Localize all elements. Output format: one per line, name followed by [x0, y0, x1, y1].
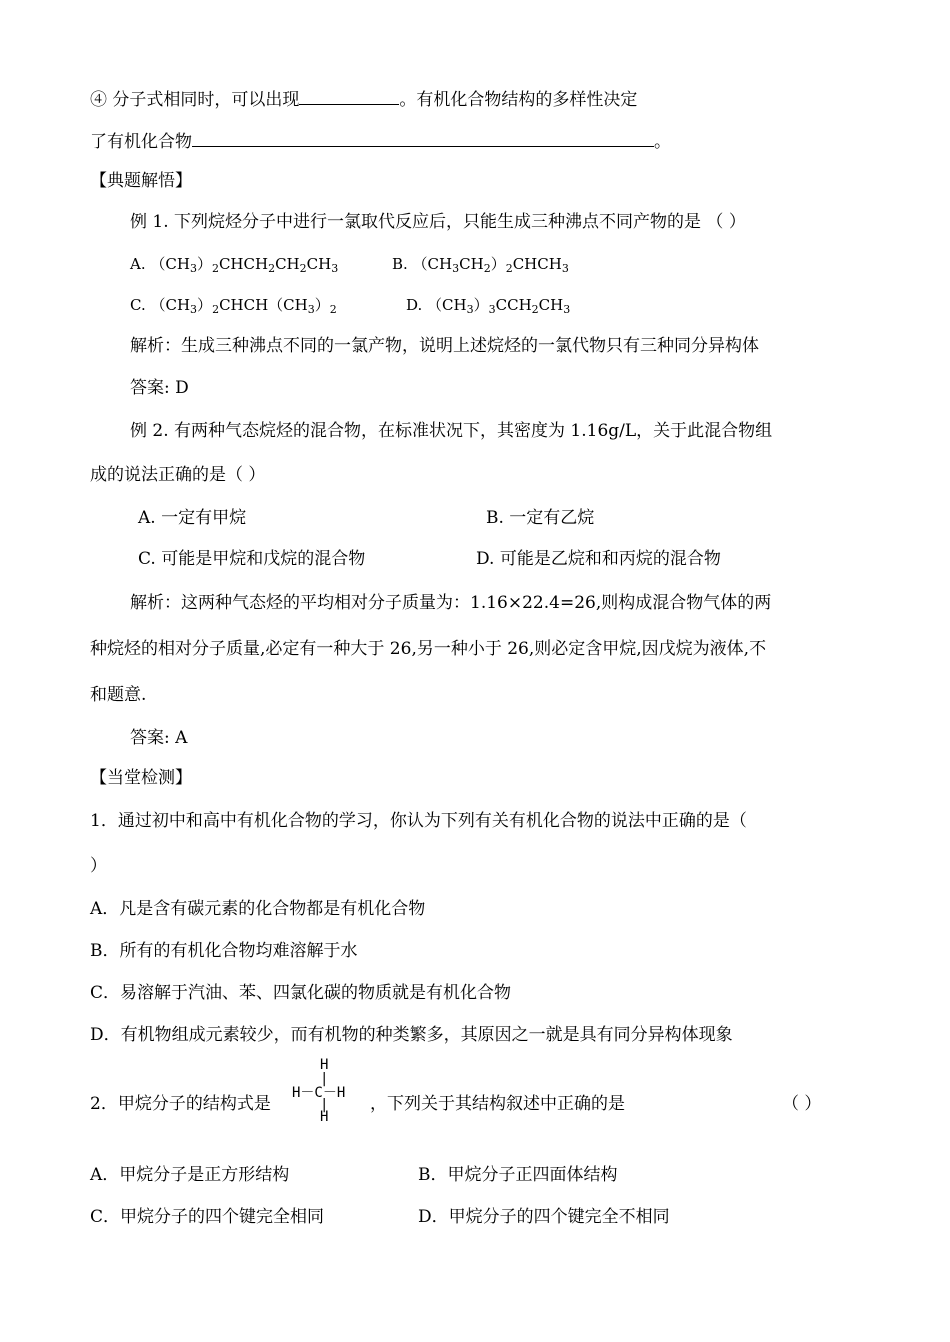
methane-structural-formula	[292, 1058, 362, 1124]
example-1-answer: 答案: D	[130, 378, 189, 398]
text: 了有机化合物	[90, 132, 192, 152]
question-2-option-d: D．甲烷分子的四个键完全不相同	[418, 1207, 670, 1227]
text: 。有机化合物结构的多样性决定	[399, 90, 638, 110]
text: ④ 分子式相同时，可以出现	[90, 90, 300, 110]
question-1-option-d: D．有机物组成元素较少，而有机物的种类繁多，其原因之一就是具有同分异构体现象	[90, 1025, 733, 1045]
struct-middle: H－C－H	[292, 1085, 346, 1101]
struct-top-bond: |	[320, 1071, 329, 1087]
example-1-option-a: A. $(CH_3)_2CHCH_2CH_2CH_3$	[130, 255, 339, 275]
example-2-question-line-1: 例 2. 有两种气态烷烃的混合物，在标准状况下，其密度为 1.16g/L，关于此混合物组	[130, 421, 773, 441]
struct-bottom-bond: |	[320, 1097, 329, 1113]
question-2-option-a: A．甲烷分子是正方形结构	[90, 1165, 290, 1185]
example-2-option-c: C. 可能是甲烷和戊烷的混合物	[138, 549, 366, 569]
question-1-option-c: C．易溶解于汽油、苯、四氯化碳的物质就是有机化合物	[90, 983, 512, 1003]
example-2-analysis-line-2: 种烷烃的相对分子质量,必定有一种大于 26,另一种小于 26,则必定含甲烷,因戊烷为液体,不	[90, 639, 767, 659]
example-2-question-line-2: 成的说法正确的是（ ）	[90, 465, 266, 485]
example-2-answer: 答案: A	[130, 728, 188, 748]
example-2-option-d: D. 可能是乙烷和和丙烷的混合物	[476, 549, 721, 569]
blank-field[interactable]	[299, 86, 399, 105]
example-2-analysis-line-1: 解析：这两种气态烃的平均相对分子质量为：1.16×22.4=26,则构成混合物气体的两	[130, 593, 772, 613]
blank-field[interactable]	[192, 128, 654, 147]
fill-line-1	[90, 86, 637, 111]
question-1-option-b: B．所有的有机化合物均难溶解于水	[90, 941, 358, 961]
struct-top-h: H	[320, 1057, 329, 1073]
question-2-option-c: C．甲烷分子的四个键完全相同	[90, 1207, 325, 1227]
question-2-stem-a: 2．甲烷分子的结构式是	[90, 1094, 271, 1114]
fill-line-2	[90, 128, 671, 153]
section-heading: 【典题解悟】	[90, 171, 192, 191]
question-2-stem-b: ，下列关于其结构叙述中正确的是	[370, 1094, 625, 1114]
question-1-stem-line-2: ）	[90, 856, 107, 876]
example-1-question: 例 1. 下列烷烃分子中进行一氯取代反应后，只能生成三种沸点不同产物的是 （ ）	[130, 212, 746, 232]
example-1-option-c: C. $(CH_3)_2CHCH(CH_3)_2$	[130, 296, 337, 316]
example-1-analysis: 解析：生成三种沸点不同的一氯产物，说明上述烷烃的一氯代物只有三种同分异构体	[130, 336, 759, 356]
example-2-analysis-line-3: 和题意.	[90, 685, 147, 705]
section-heading: 【当堂检测】	[90, 768, 192, 788]
question-1-option-a: A．凡是含有碳元素的化合物都是有机化合物	[90, 899, 426, 919]
struct-bottom-h: H	[320, 1109, 329, 1125]
question-2-option-b: B．甲烷分子正四面体结构	[418, 1165, 618, 1185]
example-2-option-a: A. 一定有甲烷	[138, 508, 247, 528]
question-1-stem-line-1: 1．通过初中和高中有机化合物的学习，你认为下列有关有机化合物的说法中正确的是（	[90, 811, 747, 831]
example-1-option-d: D. $(CH_3)_3CCH_2CH_3$	[406, 296, 571, 316]
question-2-answer-paren[interactable]: （ ）	[782, 1094, 822, 1114]
example-1-option-b: B. $(CH_3CH_2)_2CHCH_3$	[392, 255, 569, 275]
text: 。	[654, 132, 671, 152]
example-2-option-b: B. 一定有乙烷	[486, 508, 595, 528]
